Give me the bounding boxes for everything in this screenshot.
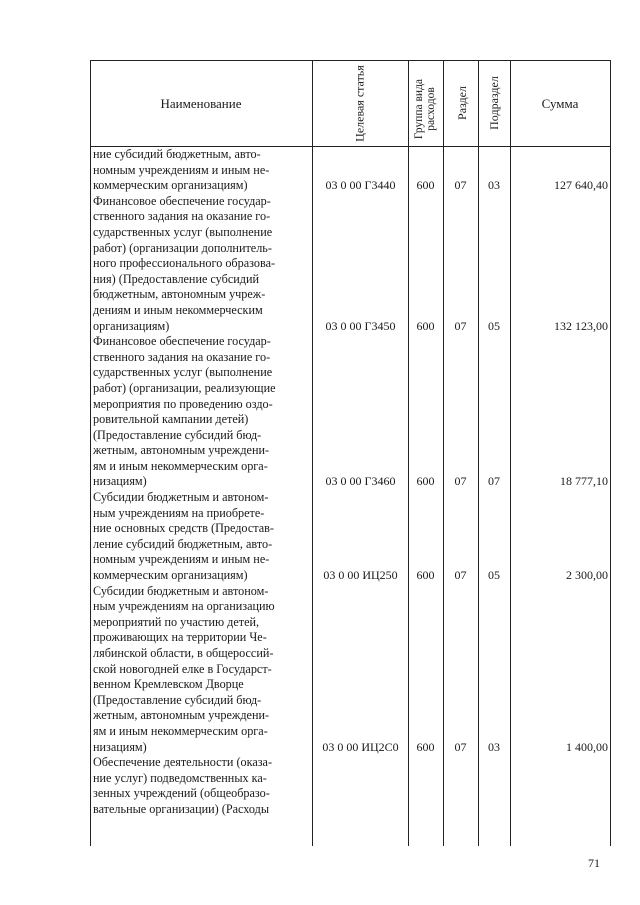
row-description: Субсидии бюджетным и автоном- ным учреждениям на организацию мероприятий по участию детей, проживающих на территории Че- лябинской области, в общероссий- ской новогодней елке в Государст- венном Кремлевском Дворце (Предоставление субсидий бюд- жетным, автономным учреждени- ям и иным некоммерческим орга- низациям) <box>93 583 275 754</box>
row-code: 03 0 00 Г3460 <box>325 474 396 489</box>
header-expense-group: Группа вида расходов <box>413 78 437 140</box>
row-subsection: 03 <box>488 739 500 754</box>
header-code: Целевая статья <box>352 65 367 142</box>
table-row <box>90 147 611 194</box>
header-subsection: Подраздел <box>487 76 501 130</box>
row-sum: 2 300,00 <box>566 568 608 583</box>
header-section: Раздел <box>455 86 469 120</box>
row-sum: 127 640,40 <box>554 178 608 193</box>
table-body <box>90 147 611 818</box>
row-section: 07 <box>454 739 467 754</box>
row-description: Финансовое обеспечение государ- ственного задания на оказание го- сударственных услуг (выполнение работ) (организации дополнитель- ного профессионального образова- ния) (Предоставление субсидий бюджетным, автономным учреж- дениям и иным некоммерческим организациям) <box>93 193 276 333</box>
row-description: Субсидии бюджетным и автоном- ным учреждениям на приобрете- ние основных средств (Предостав- ление субсидий бюджетным, авто- номным учреждениям и иным не- коммерческим организациям) <box>93 490 274 583</box>
row-description: Финансовое обеспечение государ- ственного задания на оказание го- сударственных услуг (выполнение работ) (организации, реализующие мероприятия по проведению оздо- ровительной кампании детей) (Предоставление субсидий бюд- жетным, автономным учреждени- ям и иным некоммерческим орга- низациям) <box>93 334 276 489</box>
page-number: 71 <box>588 856 600 870</box>
table-row <box>90 490 611 584</box>
row-expense-group: 600 <box>416 318 435 333</box>
header-name: Наименование <box>160 96 242 111</box>
table-row <box>90 755 611 817</box>
row-description: ние субсидий бюджетным, авто- номным учреждениям и иным не- коммерческим организациям) <box>93 147 270 193</box>
row-expense-group: 600 <box>416 568 435 583</box>
row-subsection: 05 <box>488 568 500 583</box>
header-sum: Сумма <box>541 96 579 111</box>
row-expense-group: 600 <box>416 474 435 489</box>
row-sum: 132 123,00 <box>554 318 608 333</box>
row-section: 07 <box>454 568 467 583</box>
row-section: 07 <box>454 178 467 193</box>
table-top-border <box>90 60 611 61</box>
table-row <box>90 584 611 756</box>
row-section: 07 <box>454 474 467 489</box>
table-row <box>90 334 611 490</box>
row-sum: 18 777,10 <box>560 474 608 489</box>
row-code: 03 0 00 Г3450 <box>325 318 396 333</box>
row-subsection: 03 <box>488 178 500 193</box>
row-section: 07 <box>454 318 467 333</box>
row-expense-group: 600 <box>416 178 435 193</box>
row-subsection: 07 <box>488 474 500 489</box>
table-row <box>90 194 611 334</box>
row-expense-group: 600 <box>416 739 435 754</box>
row-code: 03 0 00 Г3440 <box>325 178 396 193</box>
row-description: Обеспечение деятельности (оказа- ние услуг) подведомственных ка- зенных учреждений (общеобразо- вательные организации) (Расходы <box>93 755 273 816</box>
row-sum: 1 400,00 <box>566 739 608 754</box>
row-code: 03 0 00 ИЦ2С0 <box>322 739 399 754</box>
row-code: 03 0 00 ИЦ250 <box>323 568 398 583</box>
row-subsection: 05 <box>488 318 500 333</box>
